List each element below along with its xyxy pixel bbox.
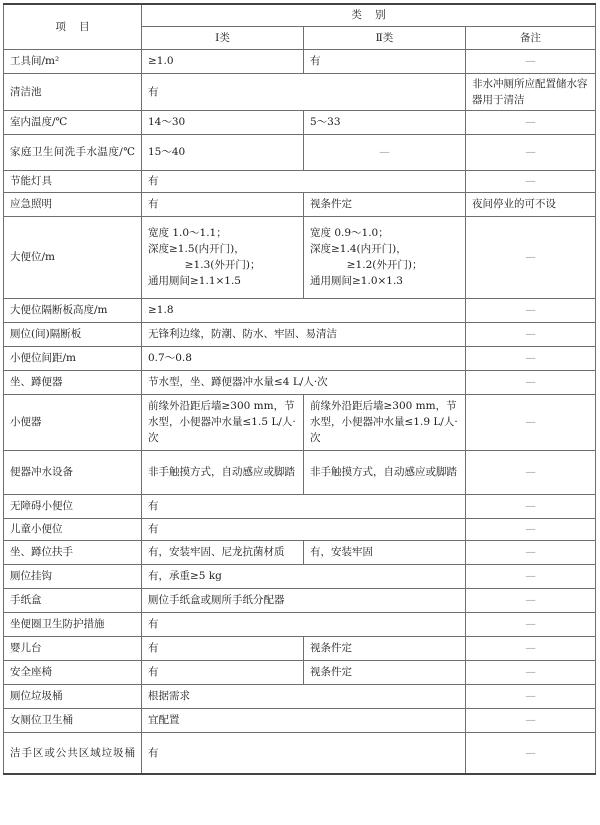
table-row [4, 49, 596, 73]
row-item-name: 厕位挂钩 [4, 564, 142, 588]
table-row [4, 732, 596, 774]
row-value-class-1: 有 [142, 636, 304, 660]
row-value-all-classes: 0.7～0.8 [142, 346, 466, 370]
row-item-name: 坐、蹲位扶手 [4, 540, 142, 564]
row-item-name: 女厕位卫生桶 [4, 708, 142, 732]
row-value-class-1: 有 [142, 192, 304, 216]
row-remark: 非水冲厕所应配置储水容器用于清洁 [466, 73, 596, 110]
value-line: 通用厕间≥1.1×1.5 [148, 275, 241, 287]
table-row [4, 134, 596, 170]
row-remark: — [466, 170, 596, 192]
table-row [4, 192, 596, 216]
table-row [4, 450, 596, 494]
row-remark: — [466, 564, 596, 588]
row-item-name: 大便位/m [4, 216, 142, 298]
row-item-name: 小便器 [4, 394, 142, 450]
row-remark: — [466, 518, 596, 540]
row-remark: — [466, 588, 596, 612]
row-remark: — [466, 298, 596, 322]
row-value-all-classes: 有 [142, 494, 466, 518]
header-item: 项 目 [4, 4, 142, 49]
header-class-1: Ⅰ类 [142, 26, 304, 49]
row-remark: — [466, 708, 596, 732]
value-line: 深度≥1.5(内开门)， [148, 243, 245, 255]
row-value-class-2: 5～33 [304, 110, 466, 134]
table-body [4, 49, 596, 774]
row-value-all-classes: 有 [142, 518, 466, 540]
row-remark: — [466, 394, 596, 450]
table-row [4, 684, 596, 708]
row-value-all-classes: 无锋利边缘，防潮、防水、牢固、易清洁 [142, 322, 466, 346]
row-value-class-2: 有，安装牢固 [304, 540, 466, 564]
row-remark: — [466, 732, 596, 774]
table-row [4, 322, 596, 346]
row-value-class-1: 前缘外沿距后墙≥300 mm，节水型，小便器冲水量≤1.5 L/人·次 [142, 394, 304, 450]
row-item-name: 厕位垃圾桶 [4, 684, 142, 708]
row-item-name: 节能灯具 [4, 170, 142, 192]
row-item-name: 家庭卫生间洗手水温度/℃ [4, 134, 142, 170]
row-value-class-1: 有，安装牢固、尼龙抗菌材质 [142, 540, 304, 564]
row-value-class-1: ≥1.0 [142, 49, 304, 73]
row-value-class-1: 有 [142, 660, 304, 684]
row-remark: — [466, 346, 596, 370]
row-value-all-classes: 有 [142, 73, 466, 110]
row-value-all-classes: 有 [142, 732, 466, 774]
row-item-name: 小便位间距/m [4, 346, 142, 370]
table-row [4, 660, 596, 684]
row-item-name: 厕位(间)隔断板 [4, 322, 142, 346]
row-value-class-2: — [304, 134, 466, 170]
row-remark: — [466, 216, 596, 298]
row-item-name: 工具间/m² [4, 49, 142, 73]
row-value-all-classes: 根据需求 [142, 684, 466, 708]
row-item-name: 清洁池 [4, 73, 142, 110]
row-value-class-1 [142, 216, 304, 298]
value-line: 深度≥1.4(内开门)， [310, 243, 407, 255]
row-value-all-classes: 厕位手纸盒或厕所手纸分配器 [142, 588, 466, 612]
value-line: ≥1.3(外开门)； [184, 259, 261, 271]
table-row [4, 216, 596, 298]
row-value-all-classes: 有，承重≥5 kg [142, 564, 466, 588]
header-category: 类 别 [142, 4, 596, 26]
row-remark: — [466, 110, 596, 134]
row-remark: — [466, 612, 596, 636]
row-value-class-1: 14～30 [142, 110, 304, 134]
row-remark: 夜间停业的可不设 [466, 192, 596, 216]
row-item-name: 洁手区或公共区域垃圾桶 [4, 732, 142, 774]
table-row [4, 494, 596, 518]
row-remark: — [466, 540, 596, 564]
row-item-name: 婴儿台 [4, 636, 142, 660]
table-row [4, 708, 596, 732]
spec-table [3, 3, 596, 775]
row-item-name: 室内温度/℃ [4, 110, 142, 134]
table-row [4, 346, 596, 370]
row-value-class-2: 非手触摸方式，自动感应或脚踏 [304, 450, 466, 494]
row-value-class-2: 视条件定 [304, 636, 466, 660]
row-item-name: 应急照明 [4, 192, 142, 216]
table-row [4, 170, 596, 192]
table-row [4, 518, 596, 540]
row-remark: — [466, 322, 596, 346]
row-value-all-classes: 有 [142, 170, 466, 192]
header-class-2: Ⅱ类 [304, 26, 466, 49]
row-item-name: 便器冲水设备 [4, 450, 142, 494]
table-row [4, 612, 596, 636]
row-value-all-classes: ≥1.8 [142, 298, 466, 322]
row-value-all-classes: 有 [142, 612, 466, 636]
table-row [4, 394, 596, 450]
table-row [4, 370, 596, 394]
row-value-all-classes: 节水型，坐、蹲便器冲水量≤4 L/人·次 [142, 370, 466, 394]
table-row [4, 636, 596, 660]
row-item-name: 无障碍小便位 [4, 494, 142, 518]
value-line: 通用厕间≥1.0×1.3 [310, 275, 403, 287]
row-value-class-1: 非手触摸方式，自动感应或脚踏 [142, 450, 304, 494]
row-item-name: 安全座椅 [4, 660, 142, 684]
value-line: 宽度 1.0～1.1； [148, 227, 227, 239]
row-value-class-2: 视条件定 [304, 660, 466, 684]
value-line: 宽度 0.9～1.0； [310, 227, 389, 239]
table-row [4, 110, 596, 134]
row-remark: — [466, 684, 596, 708]
table-row [4, 540, 596, 564]
table-row [4, 298, 596, 322]
row-item-name: 坐、蹲便器 [4, 370, 142, 394]
row-item-name: 坐便圈卫生防护措施 [4, 612, 142, 636]
row-remark: — [466, 494, 596, 518]
row-remark: — [466, 450, 596, 494]
row-value-class-2: 视条件定 [304, 192, 466, 216]
row-value-class-2 [304, 216, 466, 298]
row-item-name: 大便位隔断板高度/m [4, 298, 142, 322]
row-remark: — [466, 636, 596, 660]
row-remark: — [466, 49, 596, 73]
row-remark: — [466, 134, 596, 170]
table-row [4, 588, 596, 612]
row-item-name: 手纸盒 [4, 588, 142, 612]
table-row [4, 73, 596, 110]
row-value-class-2: 有 [304, 49, 466, 73]
row-value-all-classes: 宜配置 [142, 708, 466, 732]
row-value-class-1: 15～40 [142, 134, 304, 170]
table-row [4, 564, 596, 588]
header-remark: 备注 [466, 26, 596, 49]
row-remark: — [466, 370, 596, 394]
row-item-name: 儿童小便位 [4, 518, 142, 540]
row-remark: — [466, 660, 596, 684]
row-value-class-2: 前缘外沿距后墙≥300 mm，节水型，小便器冲水量≤1.9 L/人·次 [304, 394, 466, 450]
value-line: ≥1.2(外开门)； [346, 259, 423, 271]
